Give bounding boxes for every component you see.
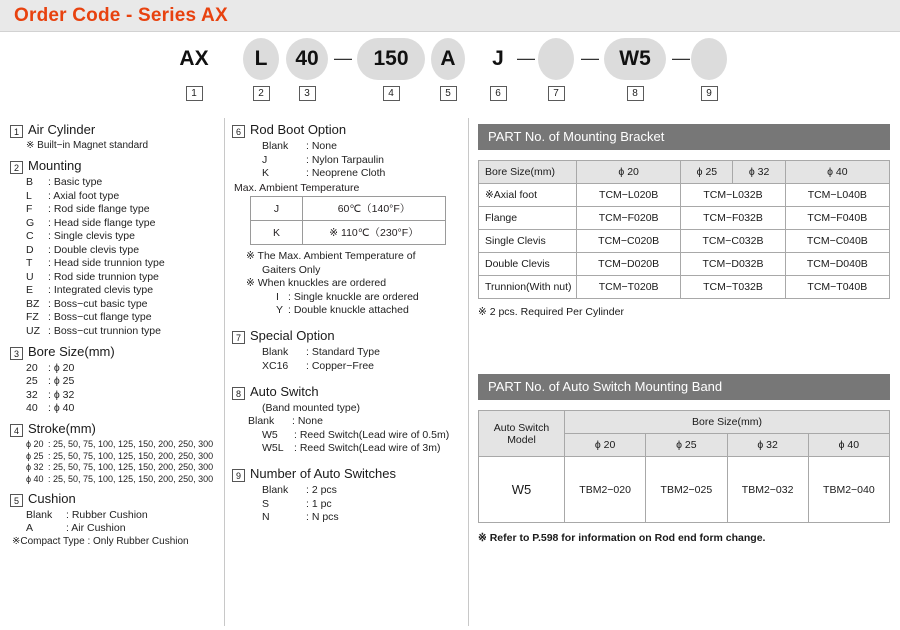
column-header-bore: ϕ 25 xyxy=(681,161,733,184)
option-value: : Double clevis type xyxy=(48,243,140,256)
cell: TCM−L032B xyxy=(681,184,785,207)
option-key: Blank xyxy=(26,508,53,521)
row-label: Trunnion(With nut) xyxy=(479,276,577,299)
option-key: Blank xyxy=(262,346,289,358)
section-index: 8 xyxy=(232,387,245,400)
code-segment-index: 3 xyxy=(299,86,316,101)
option-value: : Single knuckle are ordered xyxy=(288,290,419,303)
code-segment-index: 4 xyxy=(383,86,400,101)
section-index: 4 xyxy=(10,424,23,437)
boot-code: K xyxy=(251,221,303,245)
option-key: 40 xyxy=(26,402,38,414)
option-key: UZ xyxy=(26,324,40,337)
cell: TCM−L020B xyxy=(577,184,681,207)
option-key: I xyxy=(276,290,279,303)
cell: TBM2−040 xyxy=(808,457,889,523)
option-row xyxy=(26,439,220,449)
option-value: : Rubber Cushion xyxy=(66,508,148,521)
option-row xyxy=(262,167,462,179)
option-key: D xyxy=(26,243,34,256)
option-value: : Air Cushion xyxy=(66,522,126,534)
option-value: : Copper−Free xyxy=(306,359,374,372)
section-title: Bore Size(mm) xyxy=(28,343,115,359)
section-title: Number of Auto Switches xyxy=(250,466,396,481)
option-key: 20 xyxy=(26,361,38,374)
cell: TCM−D020B xyxy=(577,253,681,276)
option-row xyxy=(262,511,462,523)
section-index: 2 xyxy=(10,161,23,174)
option-value: : 25, 50, 75, 100, 125, 150, 200, 250, 300 xyxy=(48,462,214,472)
page-header xyxy=(0,0,900,32)
option-key: S xyxy=(262,497,270,510)
option-value: : Standard Type xyxy=(306,346,380,358)
table-row xyxy=(479,253,890,276)
cell: TCM−C040B xyxy=(785,230,889,253)
cell: TCM−C032B xyxy=(681,230,785,253)
option-key: ϕ 20 xyxy=(26,439,44,449)
cell: TCM−C020B xyxy=(577,230,681,253)
cell: TCM−T040B xyxy=(785,276,889,299)
boot-temp: ※ 110℃（230°F） xyxy=(303,221,446,245)
code-segment-index: 6 xyxy=(490,86,507,101)
option-key: BZ xyxy=(26,297,40,310)
option-value: : N pcs xyxy=(306,511,339,523)
option-key: K xyxy=(262,167,270,179)
table-row xyxy=(479,184,890,207)
code-dash: — xyxy=(581,48,599,68)
section-auto-switch xyxy=(232,384,462,455)
section-title: Rod Boot Option xyxy=(250,122,347,137)
option-key: Blank xyxy=(262,140,289,152)
code-segment-value xyxy=(691,38,727,80)
code-segment xyxy=(243,38,279,101)
cell: TCM−F020B xyxy=(577,207,681,230)
option-row xyxy=(248,415,462,427)
column-header-bore-size: Bore Size(mm) xyxy=(565,411,890,434)
section-note: Gaiters Only xyxy=(262,263,321,276)
option-value: : None xyxy=(306,140,337,152)
option-value: : Axial foot type xyxy=(48,189,120,202)
model-header-line1: Auto Switch xyxy=(493,421,550,434)
section-note: ※ Built−in Magnet standard xyxy=(26,140,149,151)
row-label: W5 xyxy=(479,457,565,523)
auto-switch-band-panel xyxy=(478,374,890,544)
option-row xyxy=(262,484,462,496)
option-key: 25 xyxy=(26,375,38,387)
option-row xyxy=(26,284,220,296)
code-segment-index: 2 xyxy=(253,86,270,101)
cell: TCM−T020B xyxy=(577,276,681,299)
option-value: : Reed Switch(Lead wire of 0.5m) xyxy=(294,428,450,441)
code-segment-value: AX xyxy=(179,47,209,70)
section-index: 6 xyxy=(232,125,245,138)
option-value: : Boss−cut trunnion type xyxy=(48,324,161,337)
column-divider xyxy=(224,118,225,626)
option-key: 32 xyxy=(26,388,38,401)
code-segment xyxy=(481,38,515,101)
table-row xyxy=(479,276,890,299)
table-header-row xyxy=(479,161,890,184)
option-key: T xyxy=(26,257,33,269)
code-segment xyxy=(604,38,666,101)
row-label: ※Axial foot xyxy=(479,184,577,207)
option-row xyxy=(276,291,462,303)
option-row xyxy=(262,140,462,152)
option-value: : None xyxy=(292,415,323,427)
option-value: : ϕ 20 xyxy=(48,361,75,374)
option-value: : Boss−cut basic type xyxy=(48,297,148,310)
table-row xyxy=(479,207,890,230)
code-segment-index: 5 xyxy=(440,86,457,101)
table-row xyxy=(479,230,890,253)
code-segment-index: 8 xyxy=(627,86,644,101)
section-title: Special Option xyxy=(250,328,335,343)
code-segment-index: 1 xyxy=(186,86,203,101)
column-header-bore: ϕ 20 xyxy=(565,434,646,457)
option-row xyxy=(26,190,220,202)
option-row xyxy=(262,154,462,166)
option-row xyxy=(262,360,462,372)
option-value: : Head side trunnion type xyxy=(48,257,165,269)
ambient-temp-subhead: Max. Ambient Temperature xyxy=(234,182,360,194)
code-segment xyxy=(431,38,465,101)
option-key: N xyxy=(262,511,270,523)
mounting-bracket-table xyxy=(478,160,890,299)
option-value: : Double knuckle attached xyxy=(288,304,409,316)
row-label: Single Clevis xyxy=(479,230,577,253)
code-dash: — xyxy=(672,48,690,68)
option-row xyxy=(26,522,220,534)
option-key: W5L xyxy=(262,442,284,454)
code-segment xyxy=(357,38,425,101)
section-rod-boot-option xyxy=(232,122,462,316)
option-key: ϕ 32 xyxy=(26,462,44,472)
code-segment-value: 150 xyxy=(357,38,425,80)
code-segment-value xyxy=(538,38,574,80)
column-two xyxy=(232,122,462,530)
mounting-bracket-panel xyxy=(478,124,890,318)
option-row xyxy=(262,498,462,510)
code-segment-value: J xyxy=(492,47,504,70)
option-key: U xyxy=(26,270,34,283)
option-value: : 25, 50, 75, 100, 125, 150, 200, 250, 300 xyxy=(48,473,214,484)
section-number-of-auto-switches xyxy=(232,466,462,523)
code-segment-index: 7 xyxy=(548,86,565,101)
code-dash: — xyxy=(334,48,352,68)
option-key: Y xyxy=(276,304,284,316)
section-air-cylinder xyxy=(10,122,220,151)
boot-temp: 60℃（140°F） xyxy=(303,197,446,221)
option-row xyxy=(26,257,220,269)
option-value: : Neoprene Cloth xyxy=(306,167,386,179)
option-row xyxy=(26,244,220,256)
table-row xyxy=(251,197,446,221)
option-value: : Head side flange type xyxy=(48,216,156,229)
code-segment xyxy=(691,38,727,101)
column-divider xyxy=(468,118,469,626)
section-mounting xyxy=(10,158,220,337)
section-note: ※ When knuckles are ordered xyxy=(246,277,387,289)
option-row xyxy=(26,362,220,374)
cell: TCM−D040B xyxy=(785,253,889,276)
table-row xyxy=(251,221,446,245)
row-label: Double Clevis xyxy=(479,253,577,276)
panel-title: PART No. of Auto Switch Mounting Band xyxy=(478,374,890,400)
section-title: Air Cylinder xyxy=(28,122,96,137)
option-row xyxy=(26,230,220,242)
option-row xyxy=(26,176,220,188)
option-row xyxy=(262,429,462,441)
section-index: 7 xyxy=(232,331,245,344)
order-code-string xyxy=(0,38,900,108)
section-cushion xyxy=(10,491,220,547)
boot-code: J xyxy=(251,197,303,221)
option-value: : Basic type xyxy=(48,176,103,188)
option-key: E xyxy=(26,284,34,296)
option-row xyxy=(26,402,220,414)
section-index: 9 xyxy=(232,469,245,482)
code-segment-value: A xyxy=(431,38,465,80)
code-segment xyxy=(538,38,574,101)
code-segment-value: L xyxy=(243,38,279,80)
auto-switch-band-table xyxy=(478,410,890,523)
section-bore-size xyxy=(10,344,220,415)
column-header-bore: ϕ 32 xyxy=(727,434,808,457)
option-value: : Rod side trunnion type xyxy=(48,270,159,283)
code-segment-index: 9 xyxy=(701,86,718,101)
section-index: 1 xyxy=(10,125,23,138)
section-special-option xyxy=(232,328,462,372)
option-key: Blank xyxy=(248,415,275,427)
option-row xyxy=(26,375,220,387)
ambient-temperature-table xyxy=(250,196,446,245)
option-value: : 25, 50, 75, 100, 125, 150, 200, 250, 300 xyxy=(48,450,214,461)
cell: TCM−D032B xyxy=(681,253,785,276)
column-header-model xyxy=(479,411,565,457)
section-stroke xyxy=(10,421,220,484)
cell: TBM2−025 xyxy=(646,457,727,523)
option-row xyxy=(26,325,220,337)
option-value: : Rod side flange type xyxy=(48,203,150,215)
option-row xyxy=(26,451,220,461)
section-index: 5 xyxy=(10,494,23,507)
column-one xyxy=(10,122,220,554)
code-segment xyxy=(286,38,328,101)
option-key: G xyxy=(26,216,35,229)
option-row xyxy=(26,389,220,401)
table-row xyxy=(479,457,890,523)
code-segment xyxy=(168,38,220,101)
option-row xyxy=(26,509,220,521)
option-key: FZ xyxy=(26,311,39,323)
option-value: : ϕ 40 xyxy=(48,402,75,414)
option-row xyxy=(26,217,220,229)
page-title: Order Code - Series AX xyxy=(14,5,228,26)
column-header-bore: ϕ 40 xyxy=(785,161,889,184)
cell: TBM2−020 xyxy=(565,457,646,523)
section-title: Auto Switch xyxy=(250,383,319,399)
option-key: Blank xyxy=(262,484,289,496)
option-key: ϕ 25 xyxy=(26,450,44,461)
option-row xyxy=(262,442,462,454)
code-dash: — xyxy=(517,48,535,68)
option-key: A xyxy=(26,522,34,534)
option-row xyxy=(262,346,462,358)
option-value: : Integrated clevis type xyxy=(48,284,154,296)
cell: TCM−T032B xyxy=(681,276,785,299)
option-value: : Nylon Tarpaulin xyxy=(306,153,385,166)
column-header-bore-size: Bore Size(mm) xyxy=(479,161,577,184)
option-row xyxy=(26,462,220,472)
option-value: : ϕ 25 xyxy=(48,375,75,387)
section-title: Stroke(mm) xyxy=(28,421,96,436)
option-value: : Single clevis type xyxy=(48,230,135,242)
code-segment-value: W5 xyxy=(604,38,666,80)
column-header-bore: ϕ 20 xyxy=(577,161,681,184)
option-row xyxy=(26,271,220,283)
option-key: B xyxy=(26,176,34,188)
option-value: : Boss−cut flange type xyxy=(48,311,152,323)
band-footnote: ※ Refer to P.598 for information on Rod end form change. xyxy=(478,532,766,544)
column-header-bore: ϕ 32 xyxy=(733,161,785,184)
option-row xyxy=(26,474,220,484)
option-row xyxy=(26,203,220,215)
section-note: (Band mounted type) xyxy=(262,401,361,414)
section-note: ※Compact Type : Only Rubber Cushion xyxy=(12,535,189,547)
row-label: Flange xyxy=(479,207,577,230)
option-value: : Reed Switch(Lead wire of 3m) xyxy=(294,442,441,454)
cell: TBM2−032 xyxy=(727,457,808,523)
option-key: L xyxy=(26,189,32,202)
section-title: Mounting xyxy=(28,158,82,173)
option-row xyxy=(26,298,220,310)
option-key: ϕ 40 xyxy=(26,473,44,484)
option-key: C xyxy=(26,230,34,242)
cell: TCM−F032B xyxy=(681,207,785,230)
cell: TCM−F040B xyxy=(785,207,889,230)
column-header-bore: ϕ 25 xyxy=(646,434,727,457)
option-row xyxy=(26,311,220,323)
option-key: XC16 xyxy=(262,359,289,372)
option-key: W5 xyxy=(262,428,278,441)
option-value: : ϕ 32 xyxy=(48,388,75,401)
option-value: : 2 pcs xyxy=(306,484,337,496)
option-row xyxy=(276,304,462,316)
code-segment-value: 40 xyxy=(286,38,328,80)
panel-title: PART No. of Mounting Bracket xyxy=(478,124,890,150)
cell: TCM−L040B xyxy=(785,184,889,207)
bracket-footnote: ※ 2 pcs. Required Per Cylinder xyxy=(478,306,624,318)
option-key: J xyxy=(262,153,268,166)
section-title: Cushion xyxy=(28,490,76,506)
section-note: ※ The Max. Ambient Temperature of xyxy=(246,250,416,262)
model-header-line2: Model xyxy=(507,433,536,446)
option-value: : 1 pc xyxy=(306,497,332,510)
column-header-bore: ϕ 40 xyxy=(808,434,889,457)
table-header-row xyxy=(479,411,890,434)
option-key: F xyxy=(26,203,33,215)
option-value: : 25, 50, 75, 100, 125, 150, 200, 250, 300 xyxy=(48,439,214,449)
section-index: 3 xyxy=(10,347,23,360)
